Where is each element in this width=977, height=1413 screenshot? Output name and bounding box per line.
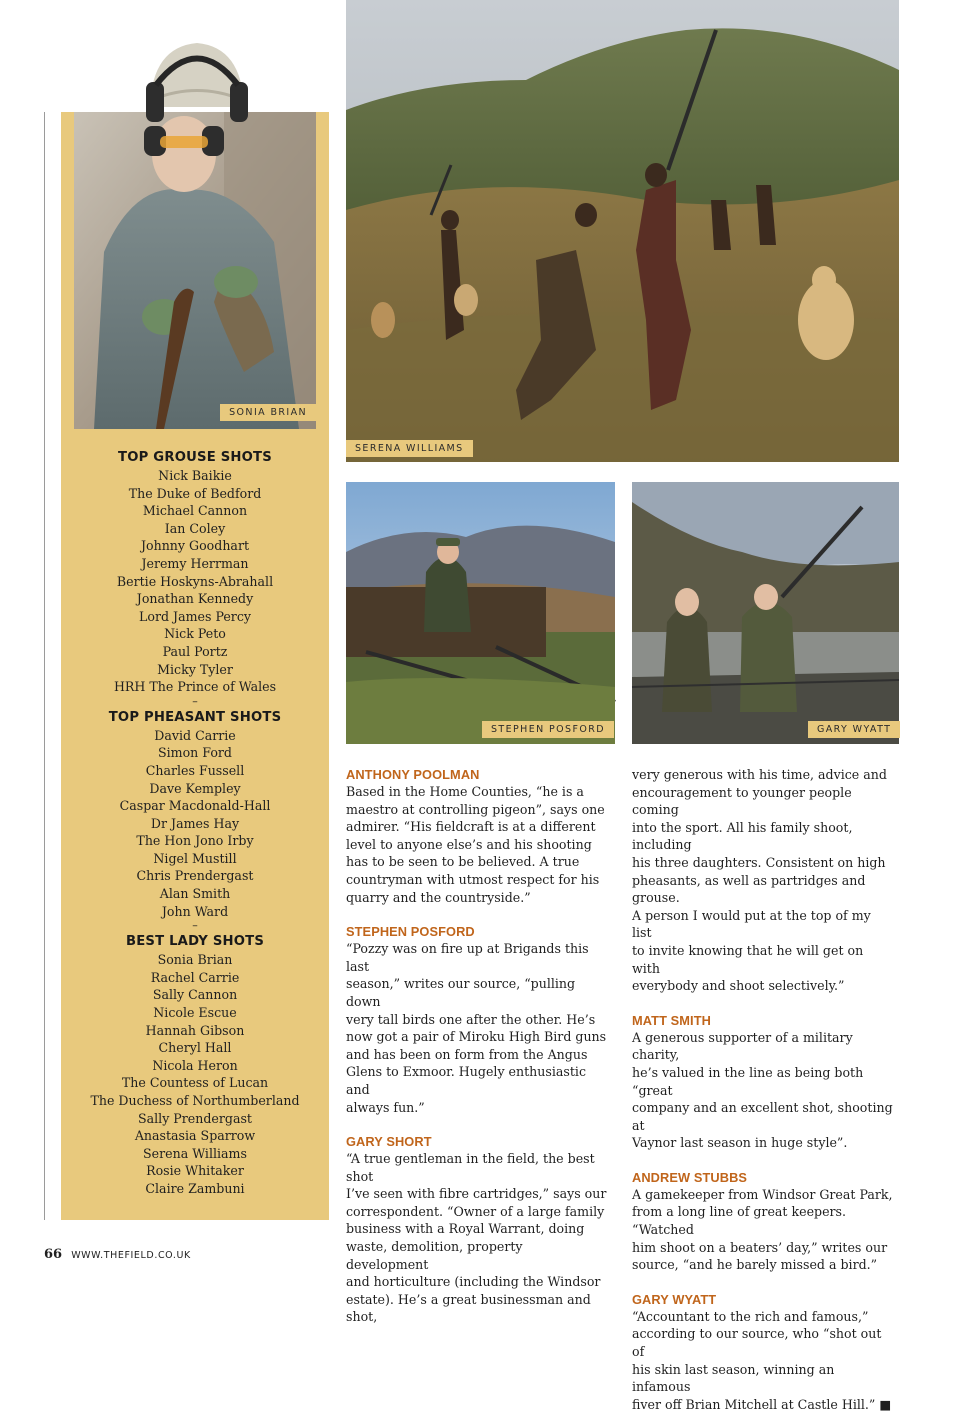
list-name: Nick Peto [164, 626, 226, 642]
entry-text-line: season,” writes our source, “pulling down [346, 976, 576, 1009]
entry-text-line: into the sport. All his family shoot, including [632, 819, 853, 853]
list-name: Rosie Whitaker [146, 1163, 244, 1179]
paragraph-gap [346, 906, 608, 923]
article-column-left [346, 766, 608, 1326]
shot-lists [61, 448, 329, 1198]
entry-text-line: waste, demolition, property development [346, 1239, 523, 1272]
entry-text-line: A gamekeeper from Windsor Great Park, [632, 1186, 893, 1202]
caption-sonia-brian: SONIA BRIAN [220, 404, 316, 421]
list-name: Anastasia Sparrow [134, 1128, 256, 1144]
stephen-posford-photo [346, 482, 615, 744]
entry-text-line: everybody and shoot selectively.” [632, 978, 845, 994]
caption-stephen-posford: STEPHEN POSFORD [482, 721, 614, 738]
entry-text-line: admirer. “His fieldcraft is at a different [346, 819, 596, 835]
gary-wyatt-photo [632, 482, 899, 744]
entry-text-line: Based in the Home Counties, “he is a [346, 784, 584, 799]
entry-text-line: correspondent. “Owner of a large family [346, 1203, 605, 1219]
entry-text-line: maestro at controlling pigeon”, says one [346, 801, 605, 817]
list-name: Paul Portz [162, 643, 228, 659]
entry-name: GARY SHORT [346, 1134, 432, 1150]
entry-text-line: Glens to Exmoor. Hugely enthusiastic and [346, 1064, 587, 1097]
list-name: Sally Prendergast [138, 1110, 252, 1126]
list-name: Serena Williams [143, 1145, 247, 1161]
list-name: Simon Ford [157, 745, 232, 761]
entry-name: GARY WYATT [632, 1291, 717, 1307]
entry-text-line: always fun.” [346, 1099, 425, 1115]
entry-text-line: A generous supporter of a military charity, [632, 1029, 853, 1063]
entry-text-line: to invite knowing that he will get on with [632, 942, 864, 976]
grouse-heading: TOP GROUSE SHOTS [118, 450, 272, 465]
entry-text-line: Vaynor last season in huge style”. [632, 1135, 848, 1151]
entry-text-line: I’ve seen with fibre cartridges,” says our [346, 1186, 607, 1202]
sonia-brian-portrait [74, 112, 316, 429]
list-name: Nicole Escue [153, 1005, 237, 1021]
list-name: Jonathan Kennedy [136, 591, 254, 607]
entry-name: ANTHONY POOLMAN [346, 767, 480, 782]
entry-text-line: estate). He’s a great businessman and shot, [346, 1291, 591, 1325]
list-name: Dr James Hay [150, 815, 240, 831]
paragraph-gap [632, 1152, 894, 1169]
entry-name: STEPHEN POSFORD [346, 924, 475, 940]
list-name: Dave Kempley [149, 780, 241, 796]
entry-text-line: he’s valued in the line as being both “great [632, 1064, 864, 1098]
list-name: Bertie Hoskyns-Abrahall [116, 573, 274, 589]
list-name: Johnny Goodhart [140, 538, 250, 554]
entry-text-line: very tall birds one after the other. He’s [346, 1011, 596, 1027]
entry-text-line: A person I would put at the top of my list [632, 907, 871, 941]
list-name: Nigel Mustill [153, 850, 237, 866]
lady-names-list [61, 951, 329, 1197]
entry-text-line: business with a Royal Warrant, doing [346, 1221, 585, 1237]
entry-text-line: and horticulture (including the Windsor [346, 1274, 601, 1290]
site-url: WWW.THEFIELD.CO.UK [71, 1250, 191, 1261]
list-name: HRH The Prince of Wales [113, 679, 277, 695]
entry-text-line: his skin last season, winning an infamous [632, 1361, 835, 1395]
article-column-right [632, 766, 894, 1413]
entry-text-line: company and an excellent shot, shooting at [632, 1100, 893, 1133]
list-name: Nick Baikie [158, 468, 232, 483]
list-name: Sonia Brian [157, 952, 233, 968]
list-name: Caspar Macdonald-Hall [119, 798, 271, 814]
list-name: Charles Fussell [145, 762, 245, 778]
list-name: Nicola Heron [152, 1057, 238, 1073]
lady-heading: BEST LADY SHOTS [125, 934, 265, 950]
entry-text-line: source, “and he barely missed a bird.” [632, 1257, 878, 1273]
paragraph-gap [632, 1274, 894, 1291]
list-name: Michael Cannon [142, 503, 248, 519]
grouse-names-list [61, 467, 329, 696]
list-name: Rachel Carrie [150, 969, 240, 985]
list-name: Hannah Gibson [145, 1022, 245, 1038]
list-name: The Duke of Bedford [128, 485, 262, 501]
list-separator: – [192, 919, 198, 933]
list-name: Cheryl Hall [158, 1040, 232, 1056]
entry-text-line: has to be seen to be believed. A true [346, 854, 580, 870]
list-separator: – [192, 694, 198, 708]
list-name: Chris Prendergast [136, 868, 254, 884]
page-folio [44, 1243, 191, 1262]
entry-name: MATT SMITH [632, 1012, 711, 1028]
entry-text-line: according to our source, who “shot out of [632, 1326, 882, 1360]
entry-text-line: fiver off Brian Mitchell at Castle Hill.” ■ [632, 1396, 892, 1412]
list-name: The Duchess of Northumberland [90, 1093, 300, 1108]
entry-text-line: now got a pair of Miroku High Bird guns [346, 1029, 607, 1045]
names-sidebar [61, 112, 329, 1220]
pheasant-heading: TOP PHEASANT SHOTS [108, 709, 282, 725]
left-margin-rule [44, 112, 45, 1220]
list-name: John Ward [161, 903, 229, 919]
list-name: Ian Coley [164, 520, 226, 536]
pheasant-names-list [61, 727, 329, 921]
list-name: Alan Smith [159, 886, 231, 902]
list-name: Jeremy Herrman [141, 555, 249, 571]
list-name: Lord James Percy [139, 608, 251, 624]
paragraph-gap [346, 1116, 608, 1133]
portrait-photo [74, 112, 316, 429]
entry-text-line: from a long line of great keepers. “Watched [632, 1204, 847, 1238]
entry-text-line: quarry and the countryside.” [346, 889, 531, 905]
list-name: Claire Zambuni [145, 1180, 245, 1196]
entry-text-line: “Accountant to the rich and famous,” [632, 1308, 869, 1324]
list-name: Sally Cannon [152, 987, 238, 1003]
entry-text-line: encouragement to younger people coming [632, 784, 852, 818]
list-name: David Carrie [154, 727, 236, 743]
entry-text-line: “A true gentleman in the field, the best shot [346, 1151, 595, 1184]
caption-serena-williams: SERENA WILLIAMS [346, 440, 473, 457]
cap-photo-overhang [142, 37, 252, 132]
entry-text-line: countryman with utmost respect for his [346, 871, 600, 887]
main-shooting-photo [346, 0, 899, 462]
entry-text-line: his three daughters. Consistent on high [632, 854, 886, 870]
entry-text-line: very generous with his time, advice and [632, 767, 887, 782]
entry-text-line: level to anyone else’s and his shooting [346, 836, 592, 852]
list-name: The Hon Jono Irby [136, 833, 254, 849]
entry-text-line: “Pozzy was on fire up at Brigands this last [346, 941, 589, 974]
list-name: Micky Tyler [157, 661, 233, 677]
entry-text-line: and has been on form from the Angus [346, 1046, 588, 1062]
paragraph-gap [632, 995, 894, 1012]
entry-name: ANDREW STUBBS [632, 1169, 748, 1185]
page-number: 66 [44, 1247, 63, 1262]
entry-text-line: him shoot on a beaters’ day,” writes our [632, 1239, 888, 1255]
entry-text-line: pheasants, as well as partridges and grouse. [632, 872, 866, 906]
list-name: The Countess of Lucan [121, 1075, 269, 1091]
caption-gary-wyatt: GARY WYATT [808, 721, 900, 738]
